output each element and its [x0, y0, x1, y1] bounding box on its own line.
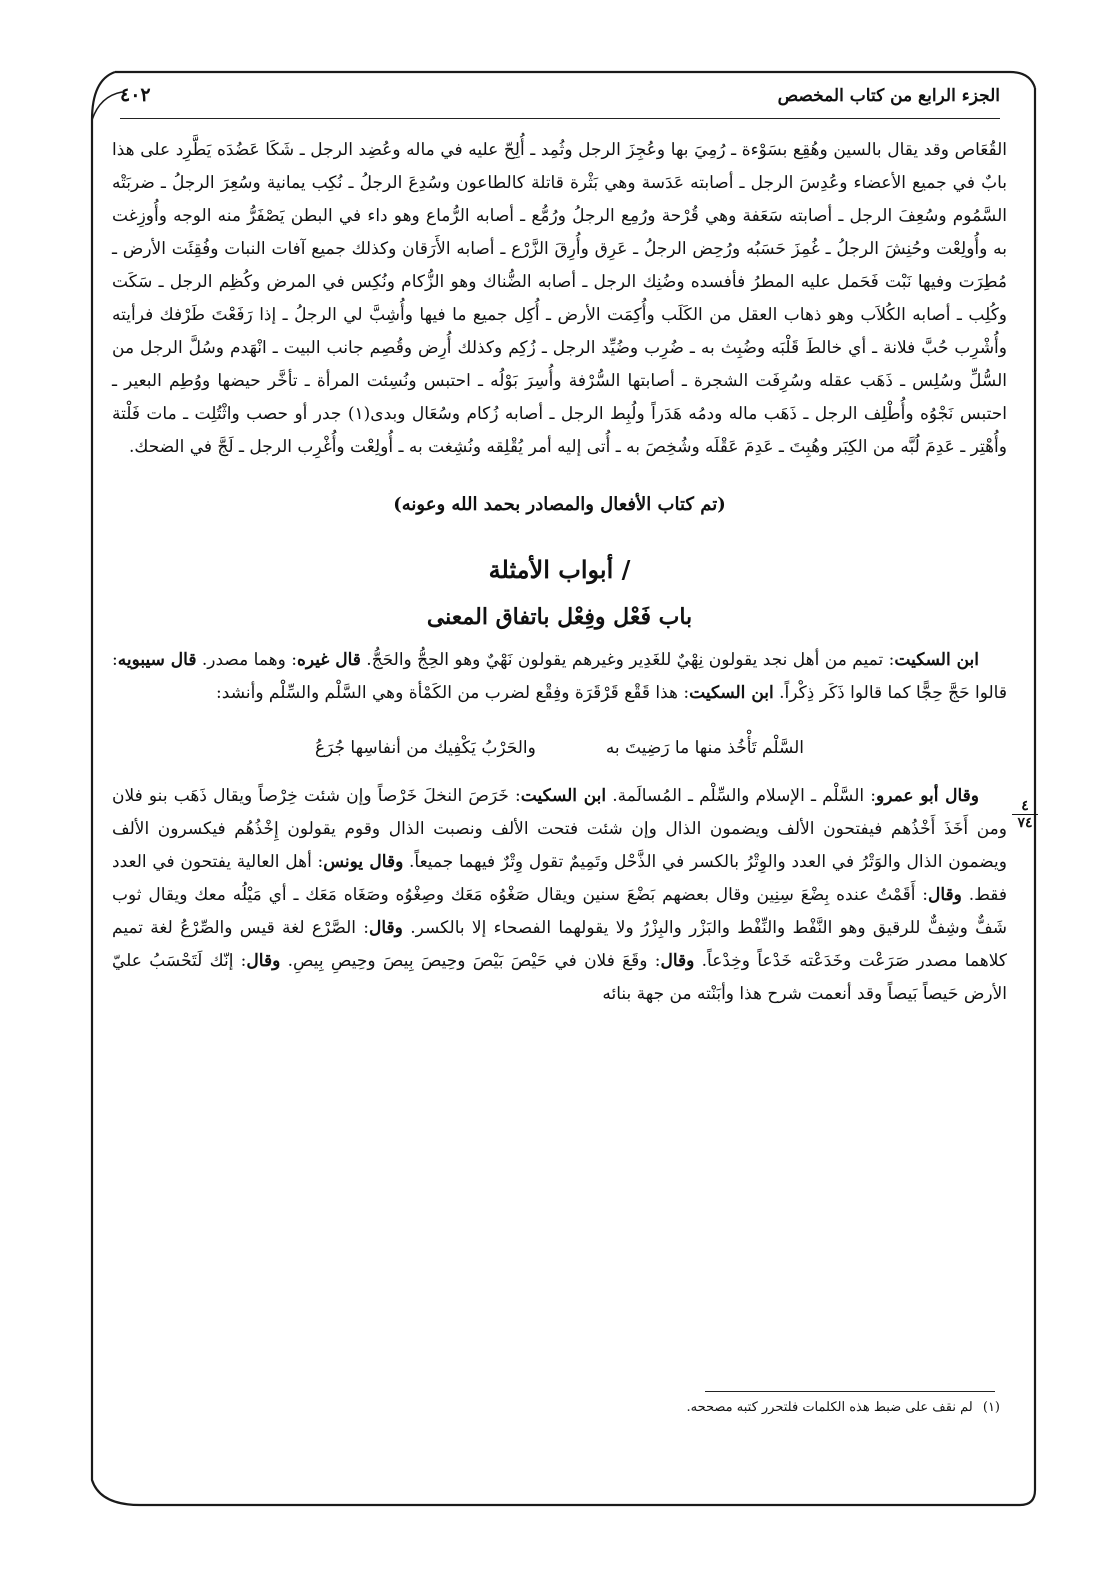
margin-reference	[1012, 798, 1038, 831]
verse-first-hemistich: السَّلْم تَأْخُذ منها ما رَضِيتَ به	[605, 738, 805, 758]
closing-note: (تم كتاب الأفعال والمصادر بحمد الله وعونه)	[393, 494, 726, 515]
paragraph-text: : السَّلْم ـ الإسلام والسِّلْم ـ المُسالَمة.	[606, 786, 876, 806]
paragraph-text: : خَرَصَ النخلَ خَرْصاً وإن شئت خِرْصاً ويقال ذَهَب بنو فلان ومن أَخَذَ أَخْذُهم فيفتحون الألف ويضمون الذال وإن شئت فتحت الألف ونصبت الذال وقوم يقولون إِخْذُهُم فيكسرون الألف ويضمون الذال والوَتْرُ في العدد والوِتْرُ بالكسر في الذَّحْل وتَمِيمٌ تقول وِتْرٌ فيهما جميعاً.	[112, 786, 1007, 872]
footnote-text: لم نقف على ضبط هذه الكلمات فلتحرر كتبه مصححه.	[686, 1400, 973, 1415]
running-title: الجزء الرابع من كتاب المخصص	[777, 86, 1000, 106]
paragraph-3	[112, 780, 1007, 1011]
footnote-rule	[705, 1391, 995, 1392]
author-name: وقال أبو عمرو	[876, 786, 979, 806]
margin-reference-page: ٧٤	[1017, 815, 1033, 831]
page-header	[120, 86, 1000, 116]
author-name: ابن السكيت	[520, 786, 607, 806]
footnote	[120, 1400, 1000, 1415]
author-name: قال سيبويه	[117, 650, 197, 670]
author-name: وقال	[246, 951, 281, 971]
footnote-number: (١)	[982, 1400, 1000, 1415]
paragraph-text: : أهل العالية يفتحون في العدد فقط.	[112, 852, 1007, 905]
author-name: وقال	[369, 918, 403, 938]
paragraph-text: : قالوا حَجَّ حِجًّا كما قالوا ذَكَر ذِكْراً.	[112, 650, 1007, 703]
author-name: وقال	[928, 885, 962, 905]
paragraph-1: القُعَاص وقد يقال بالسين وهُقِع بسَوْءة ـ رُمِيَ بها وعُجِزَ الرجل وثُمِد ـ أُلِحّ عليه في ماله وعُضِد الرجل ـ شَكَا عَضُدَه يَطَّرِد على هذا بابٌ في جميع الأعضاء وعُدِسَ الرجل ـ أصابته عَدَسة وهي بَثْرة قاتلة كالطاعون وسُدِعَ الرجلُ ـ نُكِب يمانية وسُعِرَ الرجلُ ـ ضربَتْه السَّمُوم وسُعِفَ الرجل ـ أصابته سَعَفة وهي قُرْحة ورُمِع الرجلُ ورُمُّع ـ أصابه الرُّماع وهو داء في البطن يَصْفَرُّ منه الوجه وأُوزِغت به وأُولِعْت وحُنِشَ الرجلُ ـ غُمِزَ حَسَبُه ورُحِض الرجلُ ـ عَرِق وأُرِقَ الزَّرْع ـ أصابه الأَرَقان وكذلك جميع آفات النبات وفُقِئَت الأرض ـ مُطِرَت وفيها نَبْت فَحَمل عليه المطرُ فأفسده وضُنِك الرجل ـ أصابه الضُّناك وهو الزُّكام ونُكِس في المرض وكُظِم الرجل ـ سَكَت وكُلِب ـ أصابه الكُلاَب وهو ذهاب العقل من الكَلَب وأُكِمَت الأرض ـ أُكِل جميع ما فيها وأُشِبَّ لي الرجلُ ـ إذا رَفَعْتَ طَرْفك فرأيته وأُشْرِب حُبَّ فلانة ـ أي خالطَ قَلْبَه وضُبِث به ـ ضُرِب وضُيِّد الرجل ـ زُكِم وكذلك أُرِض وقُصِم جانب البيت ـ انْهَدم وسُلَّ الرجل من السُّلِّ وسُلِس ـ ذَهَب عقله وسُرِفَت الشجرة ـ أصابتها السُّرْفة وأُسِرَ بَوْلُه ـ احتبس ونُسِئت المرأة ـ تأخَّر حيضها ووُطِم البعير ـ احتبس نَجْوُه وأُطْلِف الرجل ـ ذَهَب ماله ودمُه هَدَراً ولُبِط الرجل ـ أصابه زُكام وسُعَال وبدى(١) جدر أو حصب واثْتُلِت ـ مات فَلْتة وأُهْتِر ـ عَدِمَ لُبَّه من الكِبَر وهُبِتَ ـ عَدِمَ عَقْلَه وشُخِصَ به ـ أُتى إليه أمر يُقْلِقه ونُشِغت به ـ أُولِعْت وأُغْرِب الرجل ـ لَجَّ في الضحك.	[112, 140, 1007, 457]
margin-reference-volume: ٤	[1012, 798, 1038, 815]
paragraph-text: : إنّك لَتَحْسَبُ عليّ الأرض حَيصاً بَيصاً وقد أنعمت شرح هذا وأبَنْته من جهة بنائه	[112, 951, 1007, 1004]
header-rule	[120, 118, 1000, 119]
author-name: وقال	[660, 951, 695, 971]
paragraph-text: : وقَعَ فلان في حَيْصَ بَيْصَ وحِيصَ بِيصَ وحِيصِ بِيصِ.	[280, 951, 661, 971]
section-title: / أبواب الأمثلة	[488, 555, 631, 584]
author-name: ابن السكيت	[894, 650, 979, 670]
paragraph-text: : أَقَمْتُ عنده بِضْعَ سِنِين وقال بعضهم بَضْعَ سنين ويقال صَغْوُه مَعَك وصِغْوُه وصَغَاه مَعَك ـ أي مَيْلُه معك ويقال ثوب شَفٌّ وشِفٌّ للرقيق وهو النَّفْط والنِّفْط والبَزْر والبِزْرُ ولا يقولهما الفصحاء إلا بالكسر.	[112, 885, 1007, 938]
paragraph-2	[112, 644, 1007, 710]
main-text	[112, 134, 1007, 1011]
paragraph-text: : الصَّرْع لغة قيس والصِّرْعُ لغة تميم كلاهما مصدر صَرَعْت وخَدَعْته خَدْعاً وخِدْعاً.	[112, 918, 1007, 971]
verse-second-hemistich: والحَرْبُ يَكْفِيك من أنفاسِها جُرَعُ	[314, 738, 536, 758]
author-name: ابن السكيت	[689, 683, 774, 703]
paragraph-text: : تميم من أهل نجد يقولون نِهْيٌ للغَدِير وغيرهم يقولون نَهْيٌ وهو الحِجُّ والحَجُّ.	[360, 650, 895, 670]
author-name: وقال يونس	[323, 852, 404, 872]
poetry-verse	[112, 738, 1007, 758]
paragraph-text: : هذا قَقْع قَرْقَرَة وفِقْع لضرب من الكَمْأة وهي السَّلْم والسِّلْم وأنشد:	[216, 683, 690, 703]
paragraph-text: : وهما مصدر.	[196, 650, 297, 670]
subsection-title: باب فَعْل وفِعْل باتفاق المعنى	[426, 604, 693, 630]
page-number: ٤٠٢	[120, 84, 151, 106]
author-name: قال غيره	[296, 650, 361, 670]
